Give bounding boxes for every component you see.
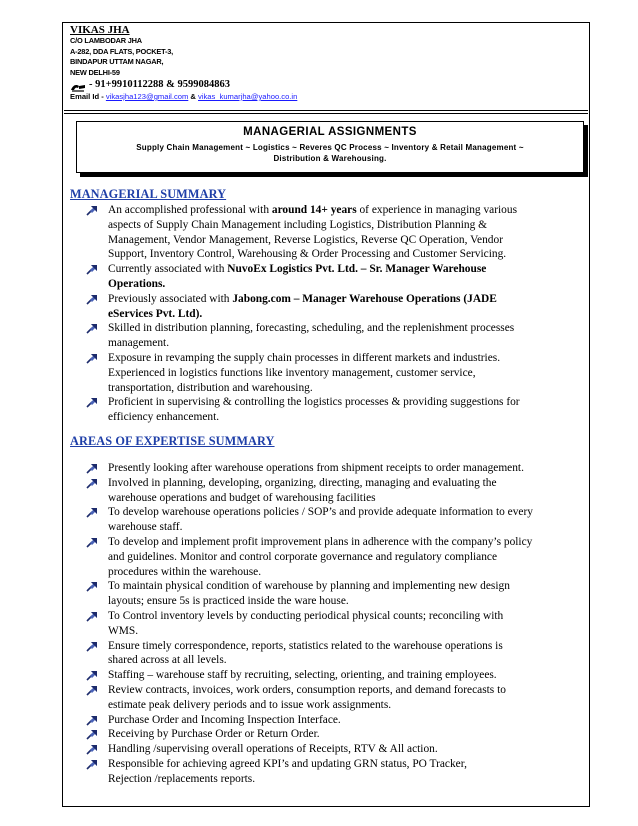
- managerial-summary-list: [86, 203, 576, 425]
- list-item-line: [108, 742, 576, 757]
- expertise-summary-heading: AREAS OF EXPERTISE SUMMARY: [70, 434, 275, 448]
- header-divider: [64, 113, 588, 114]
- pushpin-arrow-icon: [86, 264, 98, 275]
- email-label: Email Id -: [70, 92, 106, 101]
- pushpin-arrow-icon: [86, 478, 98, 489]
- list-item-line: [108, 550, 576, 565]
- list-item-line: [108, 351, 576, 366]
- text: Currently associated with: [108, 263, 228, 276]
- list-item-line: [108, 410, 576, 425]
- phone-handset-icon: [70, 80, 86, 90]
- text: procedures within the warehouse.: [108, 565, 262, 578]
- text: To Control inventory levels by conducting periodical physical counts; reconciling with: [108, 609, 504, 622]
- text: Presently looking after warehouse operations from shipment receipts to order management.: [108, 462, 524, 474]
- text: An accomplished professional with: [108, 204, 272, 216]
- text: of experience in managing various: [356, 204, 517, 216]
- list-item: [86, 535, 576, 579]
- address-line: A-282, DDA FLATS, POCKET-3,: [70, 46, 174, 56]
- expertise-summary-list: [86, 461, 576, 787]
- text: Management, Vendor Management, Reverse Logistics, Reverse QC Operation, Vendor: [108, 233, 503, 246]
- list-item-line: [108, 609, 576, 624]
- pushpin-arrow-icon: [86, 670, 98, 681]
- list-item-line: [108, 713, 576, 728]
- list-item-line: [108, 535, 576, 550]
- pushpin-arrow-icon: [86, 759, 98, 770]
- text: Responsible for achieving agreed KPI’s and updating GRN status, PO Tracker,: [108, 757, 467, 770]
- text: Purchase Order and Incoming Inspection Interface.: [108, 713, 341, 726]
- pushpin-arrow-icon: [86, 685, 98, 696]
- text: Receiving by Purchase Order or Return Order.: [108, 728, 320, 741]
- list-item: [86, 742, 576, 757]
- text: warehouse operations and budget of warehousing facilities: [108, 491, 376, 504]
- list-item-line: [108, 727, 576, 742]
- list-item: [86, 727, 576, 742]
- list-item: [86, 639, 576, 669]
- assignments-areas-line: Distribution & Warehousing.: [273, 154, 387, 163]
- assignments-box: [76, 121, 584, 173]
- text: Staffing – warehouse staff by recruiting, selecting, orienting, and training employees.: [108, 669, 497, 682]
- list-item-line: [108, 218, 576, 233]
- list-item: [86, 609, 576, 639]
- list-item-line: [108, 233, 576, 248]
- list-item-line: [108, 476, 576, 491]
- pushpin-arrow-icon: [86, 581, 98, 592]
- list-item-line: [108, 505, 576, 520]
- list-item: [86, 461, 576, 476]
- email-row: [70, 91, 297, 102]
- text: To develop and implement profit improvement plans in adherence with the company’s policy: [108, 535, 533, 548]
- list-item: [86, 351, 576, 395]
- address-line: BINDAPUR UTTAM NAGAR,: [70, 57, 164, 66]
- candidate-name: VIKAS JHA: [70, 24, 130, 36]
- pushpin-arrow-icon: [86, 729, 98, 740]
- list-item-line: [108, 395, 576, 410]
- list-item-line: [108, 262, 576, 277]
- list-item: [86, 292, 576, 322]
- list-item-line: [108, 366, 576, 381]
- text: Ensure timely correspondence, reports, statistics related to the warehouse operations is: [108, 639, 503, 652]
- text: Rejection /replacements reports.: [108, 772, 256, 785]
- list-item-line: [108, 565, 576, 580]
- text: layouts; ensure 5s is practiced inside the ware house.: [108, 595, 349, 608]
- text: Experienced in logistics functions like inventory management, customer service,: [108, 366, 476, 379]
- list-item: [86, 757, 576, 787]
- list-item-line: [108, 772, 576, 787]
- managerial-summary-heading: MANAGERIAL SUMMARY: [70, 187, 227, 201]
- pushpin-arrow-icon: [86, 353, 98, 364]
- email-separator: &: [188, 92, 199, 101]
- text: Proficient in supervising & controlling the logistics processes & providing suggestions for: [108, 396, 520, 409]
- list-item-line: [108, 520, 576, 535]
- text: Involved in planning, developing, organizing, directing, managing and evaluating the: [108, 476, 497, 489]
- list-item: [86, 713, 576, 728]
- assignments-areas-line: Supply Chain Management ~ Logistics ~ Reveres QC Process ~ Inventory & Retail Management ~: [136, 143, 524, 152]
- pushpin-arrow-icon: [86, 397, 98, 408]
- list-item-line: [108, 757, 576, 772]
- list-item-line: [108, 307, 576, 322]
- pushpin-arrow-icon: [86, 507, 98, 518]
- list-item: [86, 262, 576, 292]
- list-item-line: [108, 698, 576, 713]
- text: WMS.: [108, 624, 139, 637]
- email-link-gmail[interactable]: vikasjha123@gmail.com: [105, 92, 189, 101]
- list-item-line: [108, 277, 576, 292]
- address-line: C/O LAMBODAR JHA: [70, 36, 142, 45]
- pushpin-arrow-icon: [86, 323, 98, 334]
- text: aspects of Supply Chain Management including Logistics, Distribution Planning &: [108, 218, 488, 231]
- list-item-line: [108, 668, 576, 683]
- list-item: [86, 505, 576, 535]
- pushpin-arrow-icon: [86, 715, 98, 726]
- text: Skilled in distribution planning, forecasting, scheduling, and the replenishment processes: [108, 322, 515, 335]
- bold-text: eServices Pvt. Ltd).: [108, 307, 203, 320]
- pushpin-arrow-icon: [86, 744, 98, 755]
- list-item-line: [108, 594, 576, 609]
- list-item-line: [108, 461, 576, 476]
- header-divider: [64, 110, 588, 111]
- list-item-line: [108, 247, 576, 262]
- pushpin-arrow-icon: [86, 611, 98, 622]
- list-item: [86, 203, 576, 262]
- list-item: [86, 395, 576, 425]
- list-item-line: [108, 292, 576, 307]
- list-item: [86, 321, 576, 351]
- list-item-line: [108, 321, 576, 336]
- text: shared across at all levels.: [108, 654, 227, 667]
- list-item-line: [108, 381, 576, 396]
- address-line: NEW DELHI-59: [70, 67, 120, 77]
- text: To maintain physical condition of warehouse by planning and implementing new design: [108, 580, 510, 593]
- text: Review contracts, invoices, work orders, consumption reports, and demand forecasts to: [108, 683, 506, 696]
- list-item-line: [108, 579, 576, 594]
- text: efficiency enhancement.: [108, 411, 220, 424]
- phone-row: [70, 79, 297, 91]
- phone-numbers: - 91+9910112288 & 9599084863: [89, 79, 231, 90]
- pushpin-arrow-icon: [86, 641, 98, 652]
- pushpin-arrow-icon: [86, 294, 98, 305]
- contact-header: [70, 24, 297, 102]
- list-item: [86, 668, 576, 683]
- text: To develop warehouse operations policies / SOP’s and provide adequate information to every: [108, 506, 533, 519]
- text: and guidelines. Monitor and control corporate governance and regulatory compliance: [108, 550, 498, 563]
- text: management.: [108, 337, 170, 350]
- text: estimate peak delivery periods and to issue work assignments.: [108, 698, 392, 711]
- list-item: [86, 579, 576, 609]
- text: Support, Inventory Control, Warehousing & Order Processing and Customer Servicing.: [108, 248, 507, 261]
- bold-text: Jabong.com – Manager Warehouse Operations (JADE: [232, 292, 497, 305]
- list-item-line: [108, 624, 576, 639]
- list-item-line: [108, 491, 576, 506]
- bold-text: around 14+ years: [271, 204, 357, 216]
- list-item-line: [108, 639, 576, 654]
- text: Handling /supervising overall operations of Receipts, RTV & All action.: [108, 743, 438, 756]
- list-item-line: [108, 203, 576, 218]
- list-item-line: [108, 653, 576, 668]
- bold-text: Operations.: [108, 277, 166, 290]
- pushpin-arrow-icon: [86, 463, 98, 474]
- text: transportation, distribution and warehousing.: [108, 381, 313, 394]
- pushpin-arrow-icon: [86, 537, 98, 548]
- email-link-yahoo[interactable]: vikas_kumarjha@yahoo.co.in: [198, 92, 298, 101]
- text: warehouse staff.: [108, 521, 183, 534]
- assignments-title: MANAGERIAL ASSIGNMENTS: [243, 126, 417, 138]
- pushpin-arrow-icon: [86, 205, 98, 216]
- bold-text: NuvoEx Logistics Pvt. Ltd. – Sr. Manager Warehouse: [227, 263, 487, 276]
- list-item: [86, 683, 576, 713]
- text: Exposure in revamping the supply chain processes in different markets and industries.: [108, 351, 501, 364]
- list-item: [86, 476, 576, 506]
- text: Previously associated with: [108, 292, 233, 305]
- list-item-line: [108, 683, 576, 698]
- list-item-line: [108, 336, 576, 351]
